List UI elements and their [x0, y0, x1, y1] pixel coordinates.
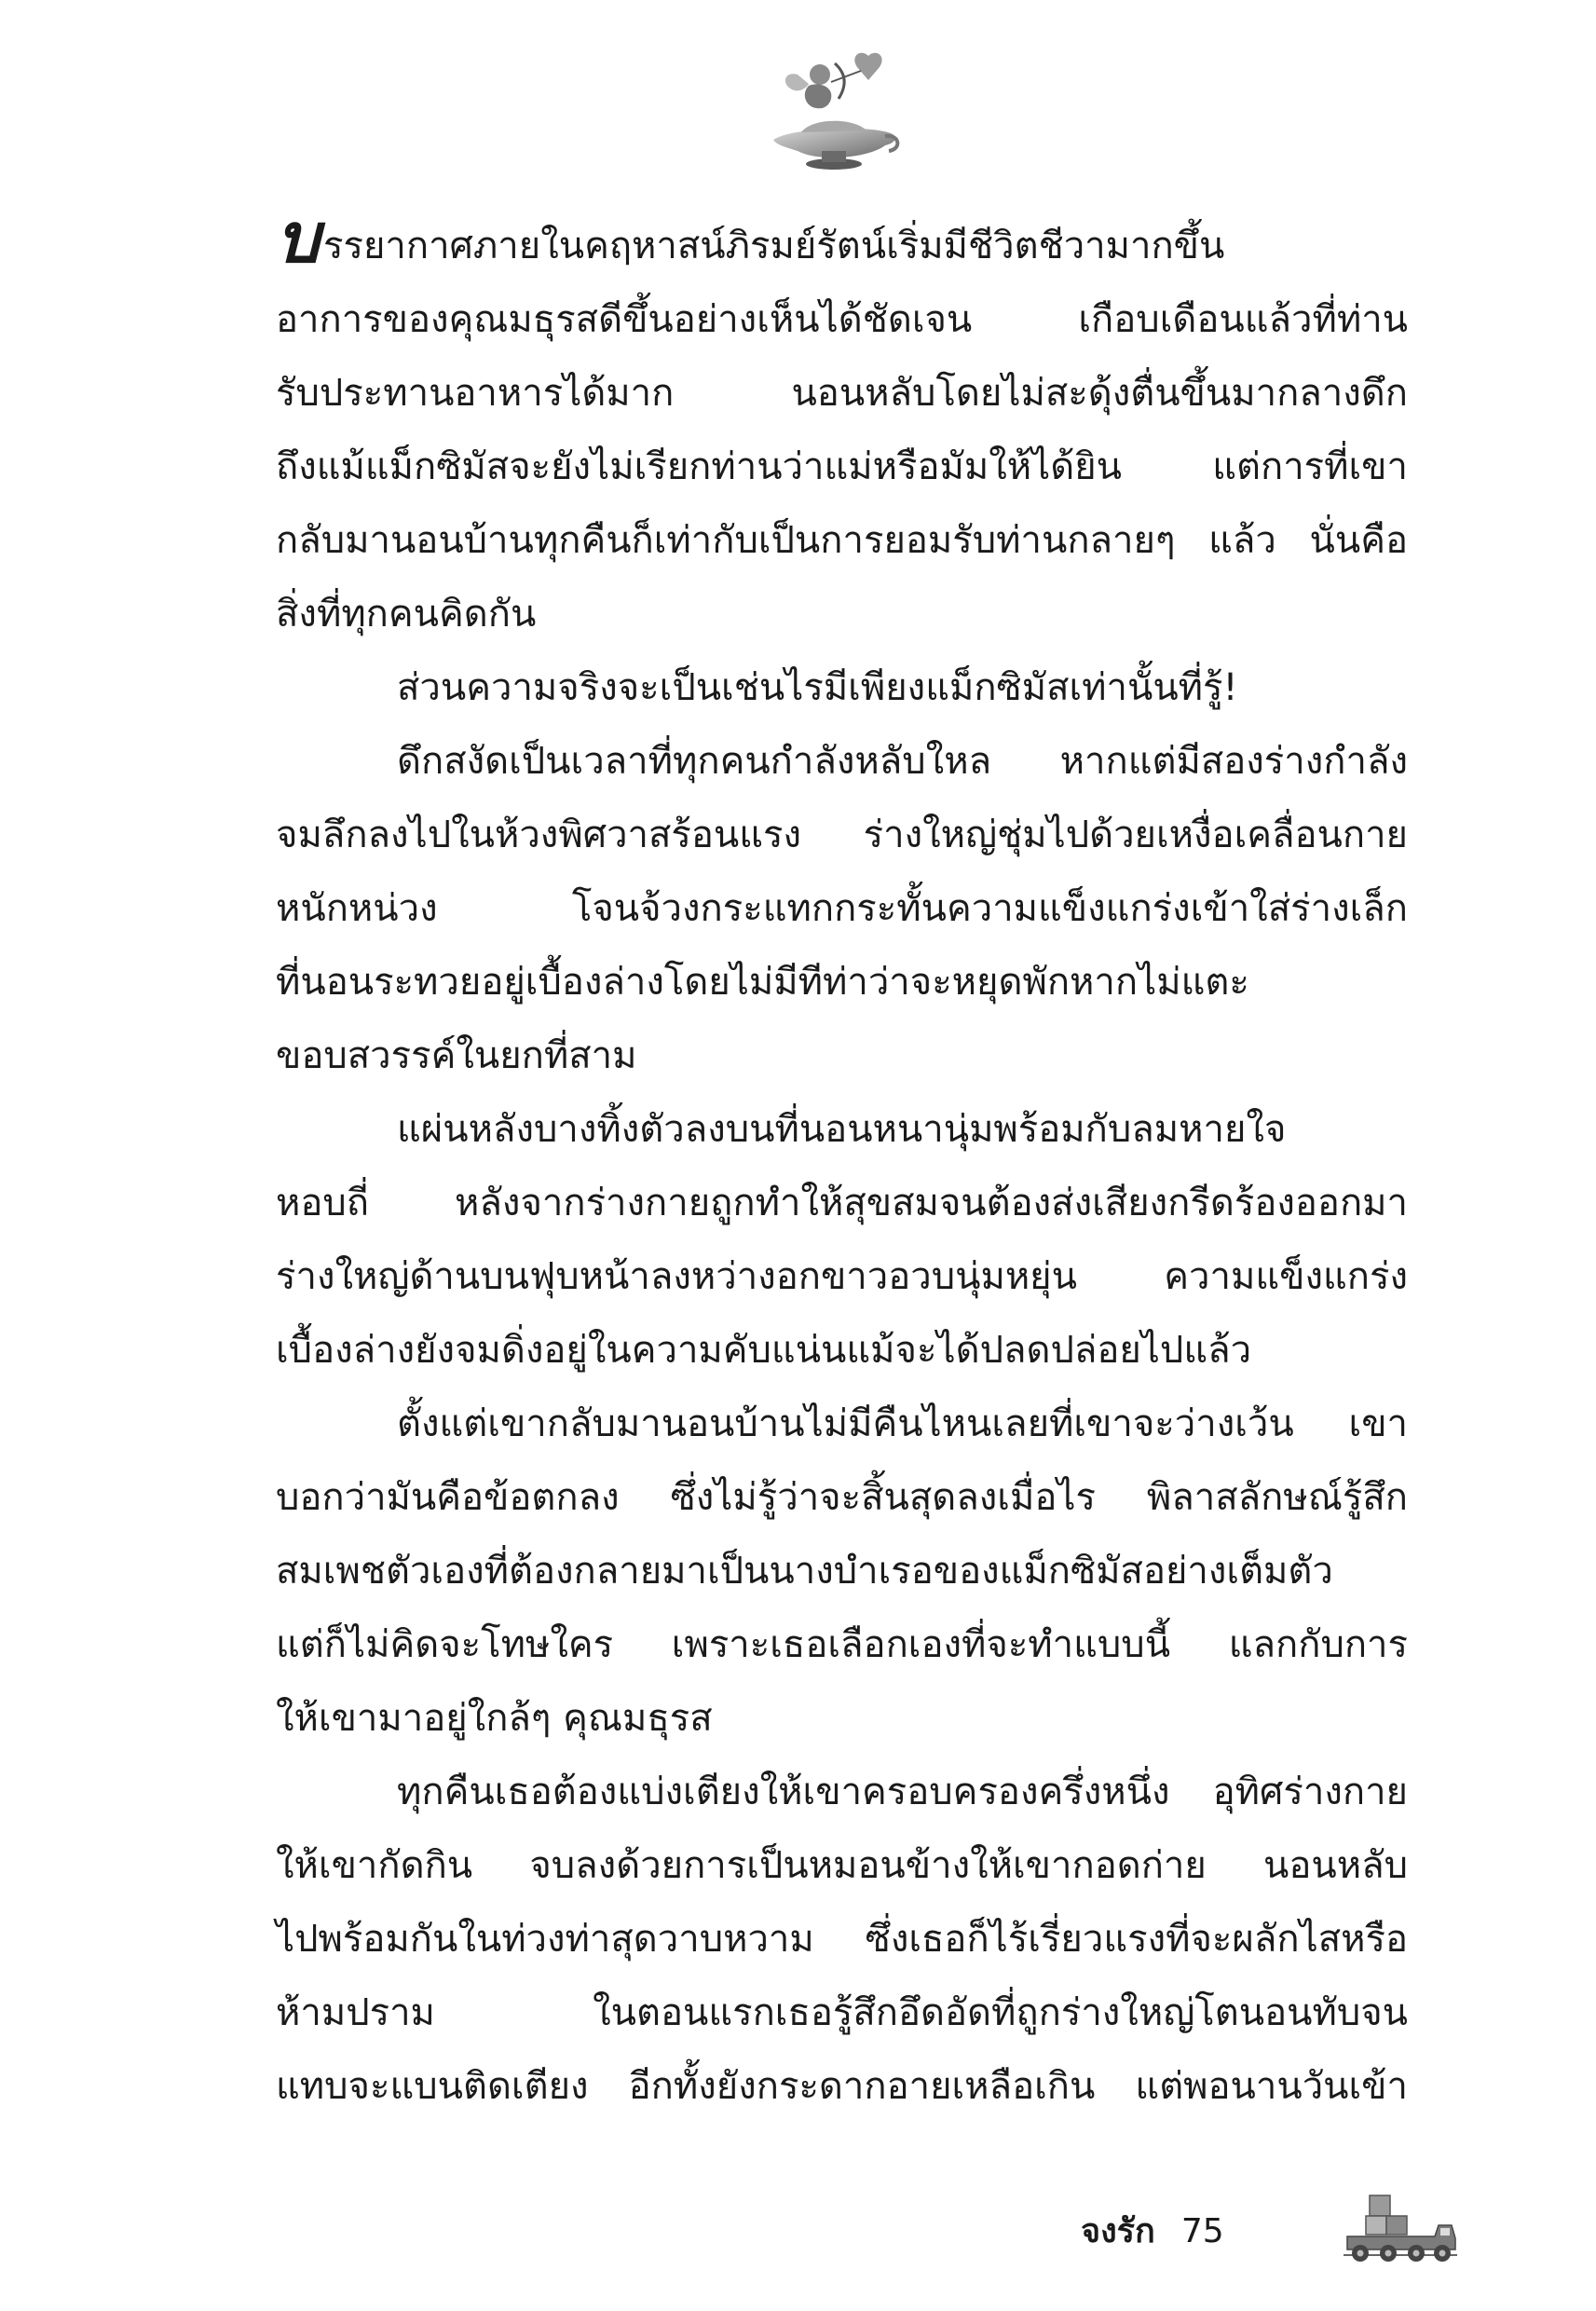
text-line: แทบจะแบนติดเตียง อีกทั้งยังกระดากอายเหลือเกิน แต่พอนานวันเข้า: [276, 2065, 1408, 2108]
text-line: ให้เขากัดกิน จบลงด้วยการเป็นหมอนข้างให้เขากอดก่าย นอนหลับ: [276, 1844, 1408, 1887]
text-line: บอกว่ามันคือข้อตกลง ซึ่งไม่รู้ว่าจะสิ้นสุดลงเมื่อไร พิลาสลักษณ์รู้สึก: [276, 1476, 1408, 1519]
drop-cap: บ: [276, 198, 320, 279]
text-line: บรรยากาศภายในคฤหาสน์ภิรมย์รัตน์เริ่มมีชีวิตชีวามากขึ้น: [276, 198, 1225, 279]
toy-blocks-truck-logo-icon: [1342, 2190, 1458, 2269]
text-line: จมลึกลงไปในห้วงพิศวาสร้อนแรง ร่างใหญ่ชุ่มไปด้วยเหงื่อเคลื่อนกาย: [276, 814, 1408, 856]
text-line: ให้เขามาอยู่ใกล้ๆ คุณมธุรส: [276, 1697, 713, 1740]
text-line: หอบถี่ หลังจากร่างกายถูกทำให้สุขสมจนต้องส่งเสียงกรีดร้องออกมา: [276, 1182, 1408, 1224]
text-line: ดึกสงัดเป็นเวลาที่ทุกคนกำลังหลับใหล หากแต่มีสองร่างกำลัง: [397, 740, 1408, 783]
text-line: ถึงแม้แม็กซิมัสจะยังไม่เรียกท่านว่าแม่หรือมัมให้ได้ยิน แต่การที่เขา: [276, 445, 1408, 488]
text-line: สมเพชตัวเองที่ต้องกลายมาเป็นนางบำเรอของแม็กซิมัสอย่างเต็มตัว: [276, 1550, 1333, 1593]
cupid-teapot-icon: [764, 47, 904, 177]
text-line: ไปพร้อมกันในท่วงท่าสุดวาบหวาม ซึ่งเธอก็ไร้เรี่ยวแรงที่จะผลักไสหรือ: [276, 1918, 1408, 1961]
text-line: ที่นอนระทวยอยู่เบื้องล่างโดยไม่มีทีท่าว่าจะหยุดพักหากไม่แตะ: [276, 961, 1249, 1004]
text-line: เบื้องล่างยังจมดิ่งอยู่ในความคับแน่นแม้จะได้ปลดปล่อยไปแล้ว: [276, 1329, 1252, 1372]
page-number: 75: [1180, 2212, 1224, 2250]
text-line: แผ่นหลังบางทิ้งตัวลงบนที่นอนหนานุ่มพร้อมกับลมหายใจ: [397, 1108, 1287, 1151]
text-line: หนักหน่วง โจนจ้วงกระแทกกระทั้นความแข็งแกร่งเข้าใส่ร่างเล็ก: [276, 887, 1408, 930]
text-line: ห้ามปราม ในตอนแรกเธอรู้สึกอึดอัดที่ถูกร่างใหญ่โตนอนทับจน: [276, 1991, 1408, 2034]
text-line: แต่ก็ไม่คิดจะโทษใคร เพราะเธอเลือกเองที่จะทำแบบนี้ แลกกับการ: [276, 1623, 1408, 1666]
text-line: ขอบสวรรค์ในยกที่สาม: [276, 1034, 637, 1077]
text-line: อาการของคุณมธุรสดีขึ้นอย่างเห็นได้ชัดเจน เกือบเดือนแล้วที่ท่าน: [276, 298, 1408, 341]
text-line: ทุกคืนเธอต้องแบ่งเตียงให้เขาครอบครองครึ่งหนึ่ง อุทิศร่างกาย: [397, 1771, 1408, 1813]
book-title: จงรัก: [1081, 2212, 1155, 2250]
text-line: ส่วนความจริงจะเป็นเช่นไรมีเพียงแม็กซิมัสเท่านั้นที่รู้!: [397, 666, 1238, 709]
text-line: รับประทานอาหารได้มาก นอนหลับโดยไม่สะดุ้งตื่นขึ้นมากลางดึก: [276, 372, 1408, 415]
text-line: ร่างใหญ่ด้านบนฟุบหน้าลงหว่างอกขาวอวบนุ่มหยุ่น ความแข็งแกร่ง: [276, 1255, 1408, 1298]
text-line: ตั้งแต่เขากลับมานอนบ้านไม่มีคืนไหนเลยที่เขาจะว่างเว้น เขา: [397, 1402, 1408, 1445]
body-text: [276, 198, 1408, 2124]
text-line: สิ่งที่ทุกคนคิดกัน: [276, 593, 537, 636]
page-footer: [1081, 2208, 1224, 2255]
text-line: กลับมานอนบ้านทุกคืนก็เท่ากับเป็นการยอมรับท่านกลายๆ แล้ว นั่นคือ: [276, 519, 1408, 562]
